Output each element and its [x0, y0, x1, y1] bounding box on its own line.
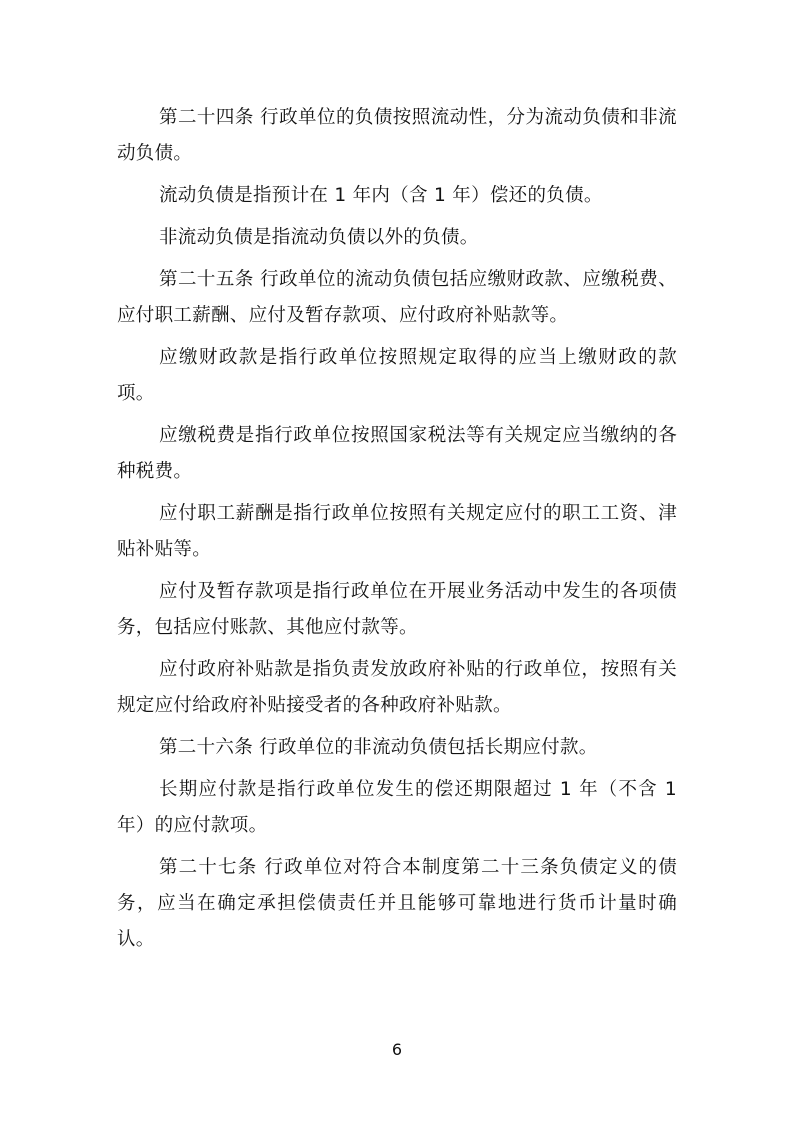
page-number: 6 [391, 1040, 403, 1059]
paragraph-long-term-payables: 长期应付款是指行政单位发生的偿还期限超过 1 年（不含 1 年）的应付款项。 [117, 779, 677, 836]
paragraph-employee-compensation: 应付职工薪酬是指行政单位按照有关规定应付的职工工资、津贴补贴等。 [117, 503, 677, 560]
paragraph-article-24: 第二十四条 行政单位的负债按照流动性，分为流动负债和非流动负债。 [117, 107, 677, 164]
paragraph-taxes-payable: 应缴税费是指行政单位按照国家税法等有关规定应当缴纳的各种税费。 [117, 425, 677, 482]
paragraph-current-liabilities-definition: 流动负债是指预计在 1 年内（含 1 年）偿还的负债。 [159, 185, 603, 206]
body-text [117, 100, 677, 958]
paragraph-article-25: 第二十五条 行政单位的流动负债包括应缴财政款、应缴税费、应付职工薪酬、应付及暂存款项、应付政府补贴款等。 [117, 269, 677, 326]
paragraph-article-26: 第二十六条 行政单位的非流动负债包括长期应付款。 [159, 737, 598, 758]
paragraph-government-subsidy-payable: 应付政府补贴款是指负责发放政府补贴的行政单位，按照有关规定应付给政府补贴接受者的各种政府补贴款。 [117, 659, 677, 716]
paragraph-article-27: 第二十七条 行政单位对符合本制度第二十三条负债定义的债务，应当在确定承担偿债责任并且能够可靠地进行货币计量时确认。 [117, 857, 677, 950]
paragraph-payables-temporary-deposits: 应付及暂存款项是指行政单位在开展业务活动中发生的各项债务，包括应付账款、其他应付款等。 [117, 581, 677, 638]
paragraph-fiscal-payable: 应缴财政款是指行政单位按照规定取得的应当上缴财政的款项。 [117, 347, 677, 404]
paragraph-noncurrent-liabilities-definition: 非流动负债是指流动负债以外的负债。 [159, 227, 479, 248]
